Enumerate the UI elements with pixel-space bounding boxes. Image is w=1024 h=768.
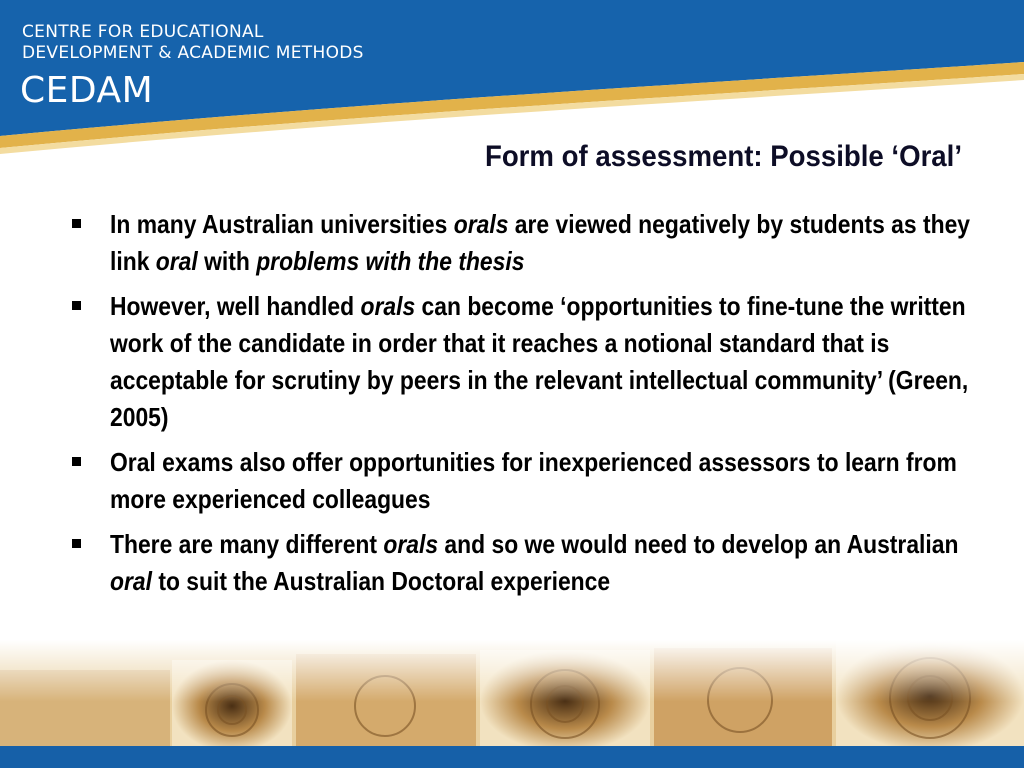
bullet-list (70, 206, 990, 608)
bullet-text-run: with (197, 246, 257, 276)
header-banner (0, 0, 1024, 160)
square-bullet-icon (72, 457, 81, 466)
bullet-text-italic-run: orals (453, 209, 509, 239)
spiral-staircase-photo-strip (0, 640, 1024, 752)
square-bullet-icon (72, 219, 81, 228)
org-name-line2: DEVELOPMENT & ACADEMIC METHODS (22, 43, 364, 63)
bullet-text-run: In many Australian universities (110, 209, 454, 239)
bullet-text-run: There are many different (110, 529, 384, 559)
bullet-text (110, 444, 981, 518)
bullet-text-italic-run: problems with the thesis (256, 246, 525, 276)
bullet-text (110, 206, 981, 280)
bullet-text-run: to suit the Australian Doctoral experience (151, 566, 611, 596)
bullet-text-italic-run: oral (155, 246, 198, 276)
bullet-text-run: can become ‘opportunities to fine-tune the written work of the candidate in order that it reaches a notional standard that is acceptable for scrutiny by peers in the relevant intellectual community’ (Green, 2005) (110, 291, 969, 432)
bullet-text-italic-run: orals (360, 291, 416, 321)
bullet-text-run: Oral exams also offer opportunities for inexperienced assessors to learn from more experienced colleagues (110, 447, 957, 514)
slide-title: Form of assessment: Possible ‘Oral’ (484, 140, 962, 173)
bullet-item (70, 444, 990, 518)
org-name-line1: CENTRE FOR EDUCATIONAL (22, 22, 264, 42)
bullet-text (110, 288, 981, 436)
brand-logo-text: CEDAM (20, 70, 154, 111)
footer-bar (0, 746, 1024, 768)
bullet-text-italic-run: oral (110, 566, 152, 596)
bullet-text-run: are viewed negatively by students as they link (110, 209, 971, 276)
bullet-text (110, 526, 981, 600)
square-bullet-icon (72, 539, 81, 548)
bullet-text-run: However, well handled (110, 291, 361, 321)
square-bullet-icon (72, 301, 81, 310)
bullet-item (70, 288, 990, 436)
bullet-text-italic-run: orals (383, 529, 439, 559)
bullet-item (70, 526, 990, 600)
bullet-text-run: and so we would need to develop an Australian (438, 529, 959, 559)
bullet-item (70, 206, 990, 280)
